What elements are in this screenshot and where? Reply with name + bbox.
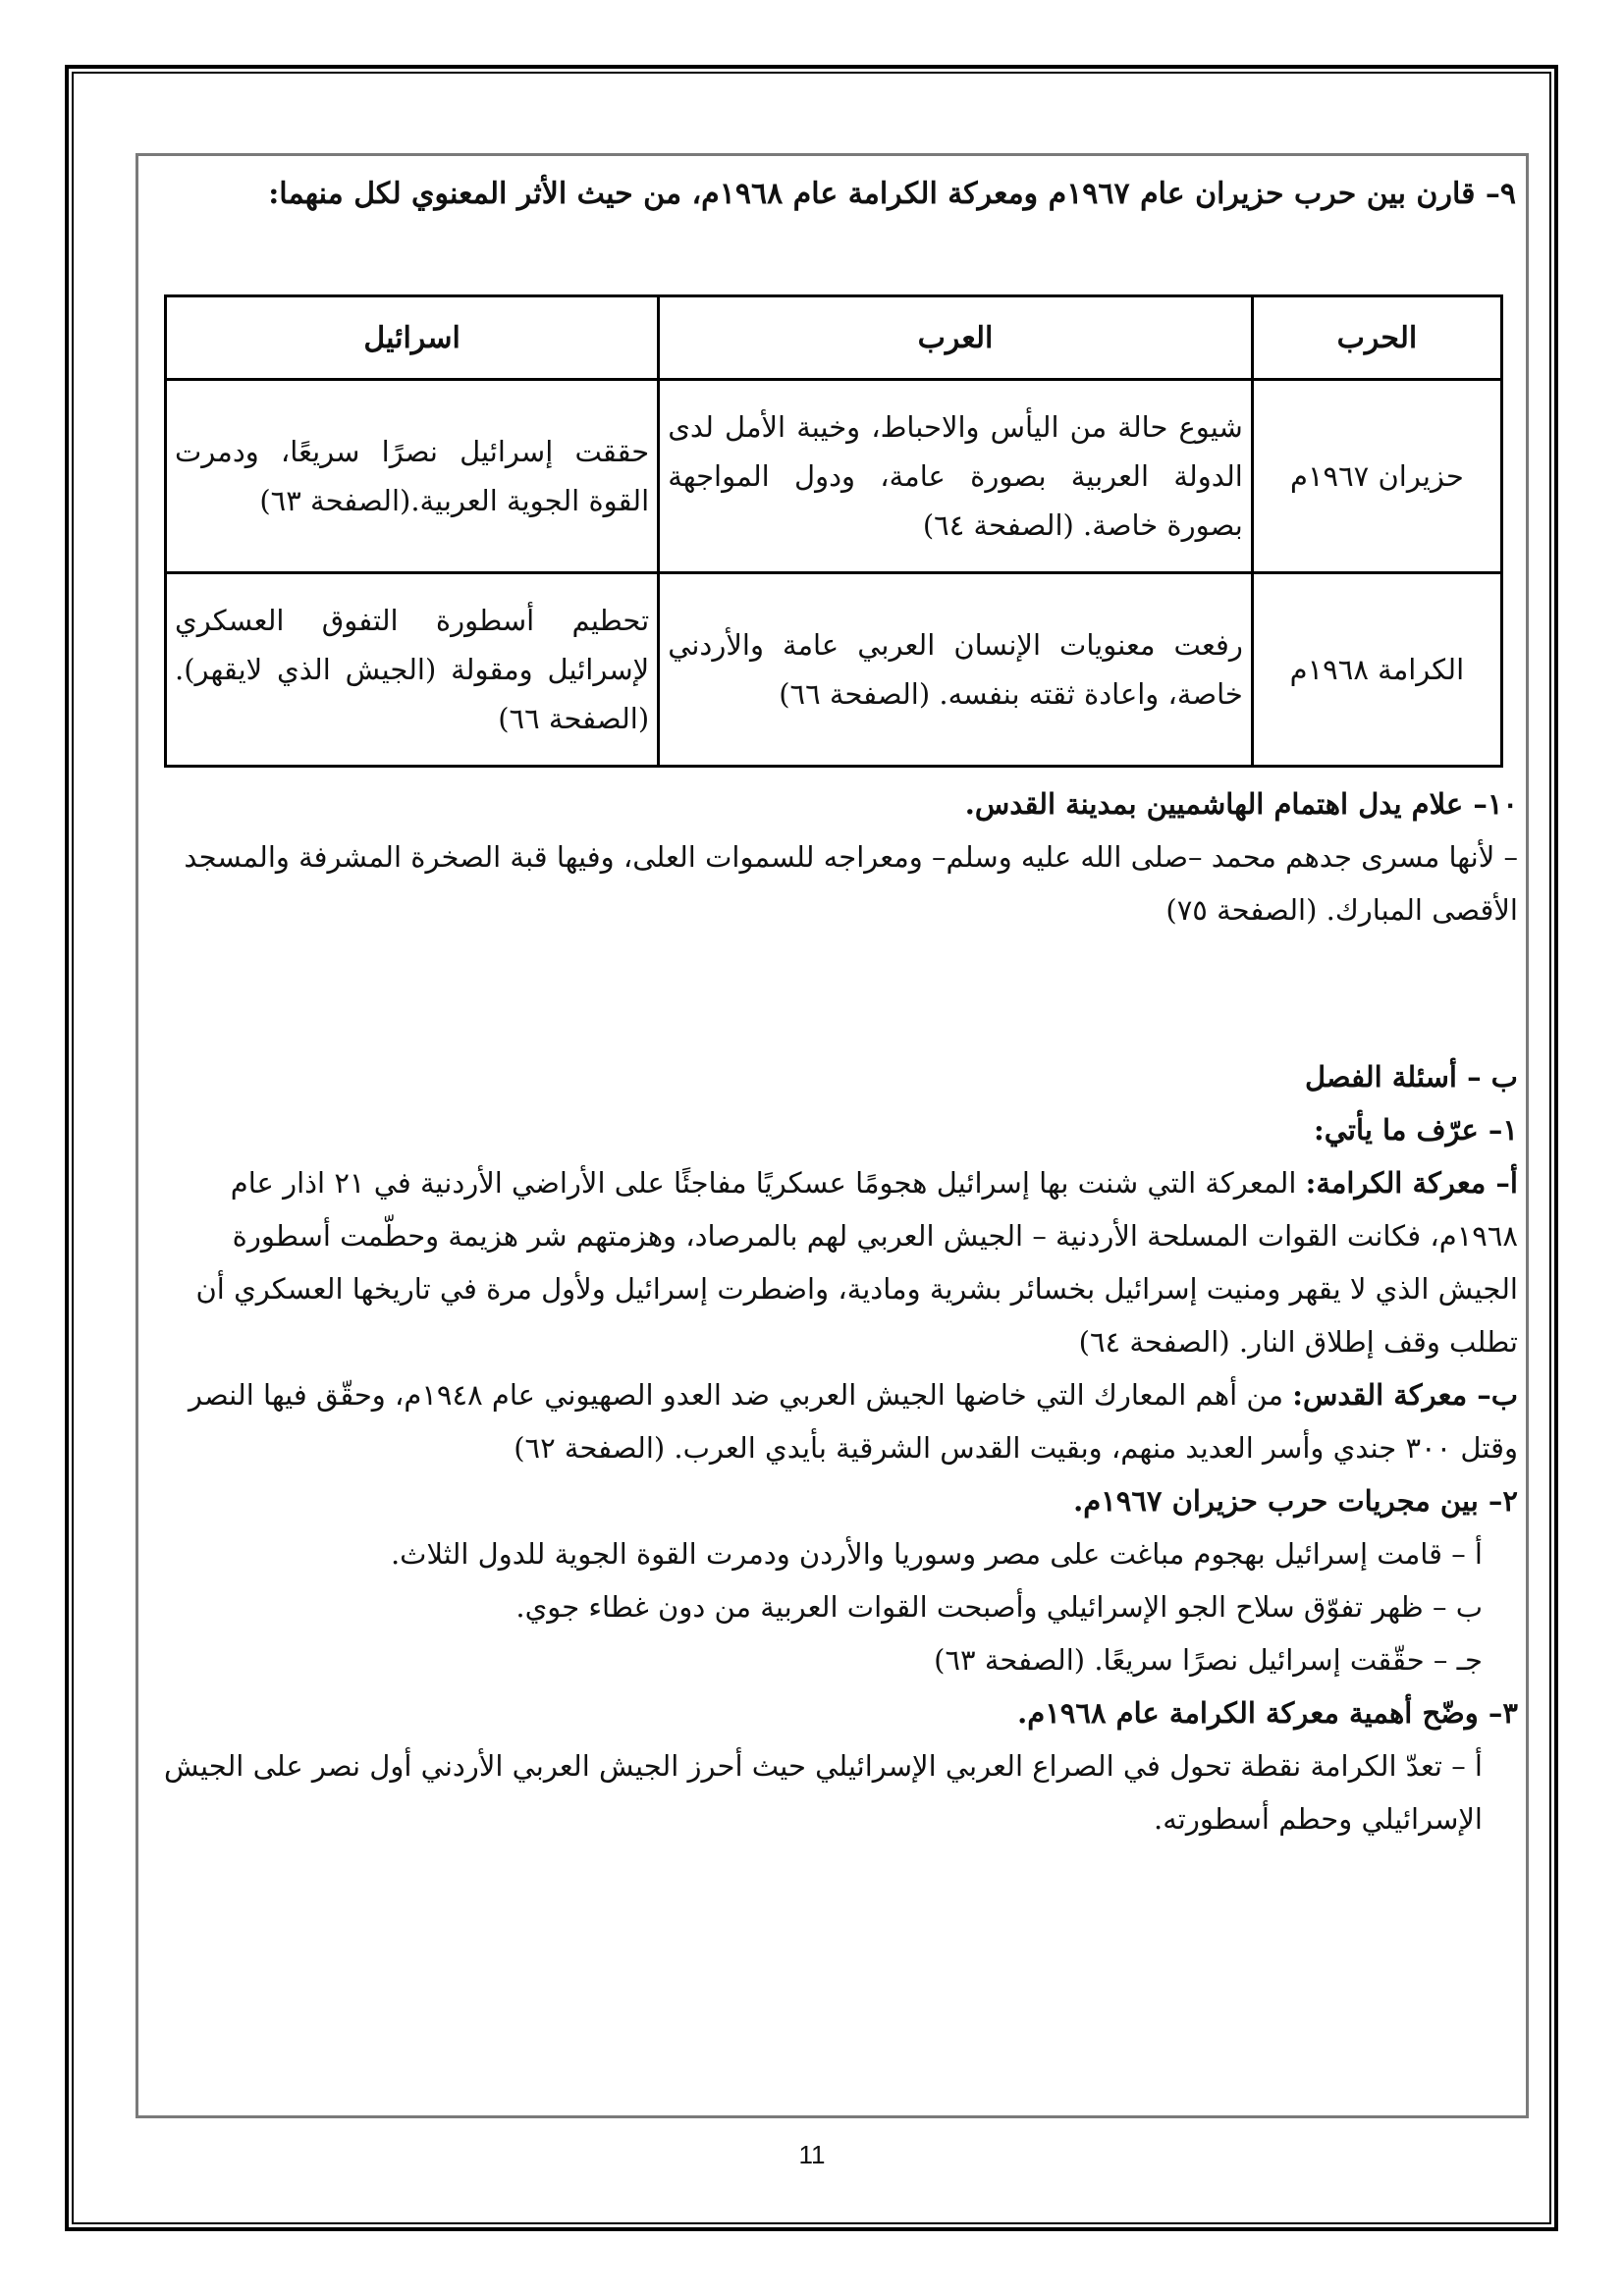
q1-item-quds bbox=[153, 1368, 1518, 1474]
q1-item-karameh bbox=[153, 1156, 1518, 1368]
cell-arabs: رفعت معنويات الإنسان العربي عامة والأردني خاصة، واعادة ثقته بنفسه. (الصفحة ٦٦) bbox=[659, 573, 1253, 767]
question-10-answer: – لأنها مسرى جدهم محمد –صلى الله عليه وسلم– ومعراجه للسموات العلى، وفيها قبة الصخرة المشرفة والمسجد الأقصى المبارك. (الصفحة ٧٥) bbox=[184, 840, 1518, 927]
header-israel: اسرائيل bbox=[166, 296, 659, 380]
q1-item-term: أ– معركة الكرامة: bbox=[1305, 1166, 1518, 1200]
cell-war: الكرامة ١٩٦٨م bbox=[1252, 573, 1501, 767]
header-war: الحرب bbox=[1252, 296, 1501, 380]
q1-item-text: المعركة التي شنت بها إسرائيل هجومًا عسكريًا مفاجئًا على الأراضي الأردنية في ٢١ اذار عام ١٩٦٨م، فكانت القوات المسلحة الأردنية – الجيش العربي لهم بالمرصاد، وهزمتهم شر هزيمة وحطّمت أسطورة الجيش الذي لا يقهر ومنيت إسرائيل بخسائر بشرية ومادية، واضطرت إسرائيل ولأول مرة في تاريخها العسكري أن تطلب وقف إطلاق النار. (الصفحة ٦٤) bbox=[195, 1166, 1518, 1359]
cell-israel: تحطيم أسطورة التفوق العسكري لإسرائيل ومقولة (الجيش الذي لايقهر). (الصفحة ٦٦) bbox=[166, 573, 659, 767]
cell-arabs: شيوع حالة من اليأس والاحباط، وخيبة الأمل لدى الدولة العربية بصورة عامة، ودول المواجهة بصورة خاصة. (الصفحة ٦٤) bbox=[659, 380, 1253, 573]
q1-item-text: من أهم المعارك التي خاضها الجيش العربي ضد العدو الصهيوني عام ١٩٤٨م، وحقّق فيها النصر وقتل ٣٠٠ جندي وأسر العديد منهم، وبقيت القدس الشرقية بأيدي العرب. (الصفحة ٦٢) bbox=[188, 1378, 1518, 1465]
q3-title: ٣– وضّح أهمية معركة الكرامة عام ١٩٦٨م. bbox=[1017, 1696, 1518, 1730]
cell-war: حزيران ١٩٦٧م bbox=[1252, 380, 1501, 573]
page-number: 11 bbox=[798, 2140, 826, 2169]
header-arabs: العرب bbox=[659, 296, 1253, 380]
q1-title: ١– عرّف ما يأتي: bbox=[1314, 1113, 1518, 1147]
cell-israel: حققت إسرائيل نصرًا سريعًا، ودمرت القوة الجوية العربية.(الصفحة ٦٣) bbox=[166, 380, 659, 573]
question-10-title: ١٠– علام يدل اهتمام الهاشميين بمدينة القدس. bbox=[964, 787, 1518, 821]
table-row bbox=[166, 573, 1502, 767]
q3-item: أ – تعدّ الكرامة نقطة تحول في الصراع العربي الإسرائيلي حيث أحرز الجيش العربي الأردني أول نصر على الجيش الإسرائيلي وحطم أسطورته. bbox=[164, 1749, 1483, 1836]
question-9-title: ٩– قارن بين حرب حزيران عام ١٩٦٧م ومعركة الكرامة عام ١٩٦٨م، من حيث الأثر المعنوي لكل منهما: bbox=[268, 177, 1516, 211]
q1-item-term: ب– معركة القدس: bbox=[1292, 1378, 1518, 1412]
section-b-title: ب – أسئلة الفصل bbox=[1304, 1060, 1518, 1094]
q2-item: أ – قامت إسرائيل بهجوم مباغت على مصر وسوريا والأردن ودمرت القوة الجوية للدول الثلاث. bbox=[390, 1537, 1483, 1571]
comparison-table bbox=[164, 294, 1503, 768]
table-row bbox=[166, 380, 1502, 573]
q2-item: ب – ظهر تفوّق سلاح الجو الإسرائيلي وأصبحت القوات العربية من دون غطاء جوي. bbox=[515, 1590, 1483, 1624]
table-header-row bbox=[166, 296, 1502, 380]
q2-title: ٢– بين مجريات حرب حزيران ١٩٦٧م. bbox=[1073, 1484, 1518, 1518]
question-10 bbox=[153, 777, 1518, 936]
section-b bbox=[153, 1050, 1518, 1845]
q2-item: جـ – حقّقت إسرائيل نصرًا سريعًا. (الصفحة ٦٣) bbox=[934, 1643, 1483, 1677]
